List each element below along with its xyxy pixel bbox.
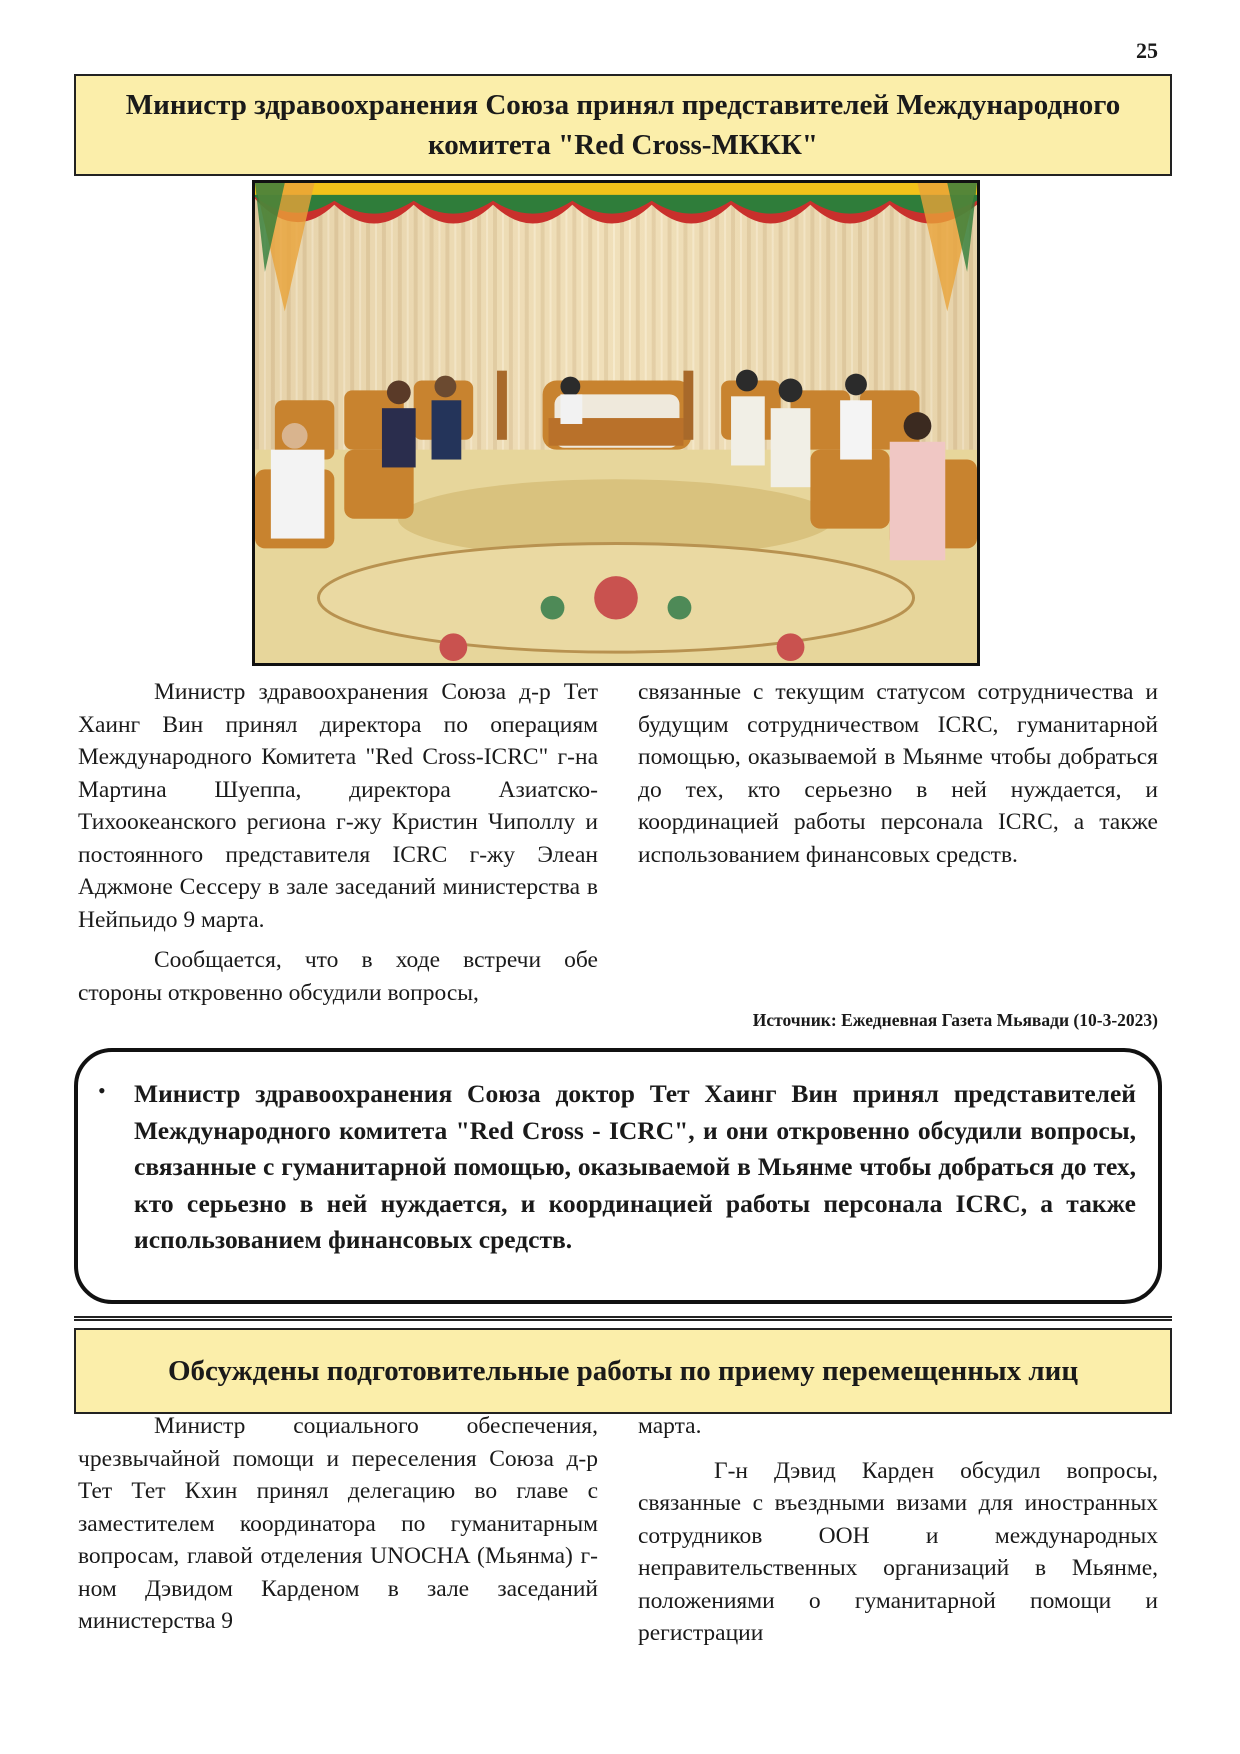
article-paragraph-continuation: связанные с текущим статусом сотрудничества и будущим сотрудничеством ICRC, гуманитарной помощью, оказываемой в Мьянме чтобы добраться до тех, кто серьезно в ней нуждается, и координацией работы персонала ICRC, а также использованием финансовых средств.	[638, 679, 1158, 868]
article-title: Министр здравоохранения Союза принял представителей Международного комитета "Red Cross-МККК"	[74, 74, 1172, 176]
article2-paragraph: Министр социального обеспечения, чрезвычайной помощи и переселения Союза д-р Тет Тет Кхин принял делегацию во главе с заместителем координатора по гуманитарным вопросам, главой отделения UNOCHA (Мьянма) г-ном Дэвидом Карденом в зале заседаний министерства 9	[78, 1413, 598, 1634]
bullet-icon: •	[98, 1078, 106, 1103]
page-number: 25	[1136, 38, 1158, 63]
summary-box	[74, 1048, 1162, 1304]
article-left-column	[78, 676, 598, 1009]
article-source: Источник: Ежедневная Газета Мьявади (10-3-2023)	[752, 1010, 1158, 1030]
article-paragraph: Сообщается, что в ходе встречи обе стороны откровенно обсудили вопросы,	[78, 947, 598, 1006]
meeting-hall-photo-icon	[255, 183, 977, 663]
article2-paragraph-continuation: марта.	[638, 1413, 702, 1439]
article2-right-column	[638, 1410, 1158, 1650]
meeting-photo	[252, 180, 980, 666]
article-right-column	[638, 676, 1158, 871]
article-paragraph: Министр здравоохранения Союза д-р Тет Хаинг Вин принял директора по операциям Международного Комитета "Red Cross-ICRC" г-на Мартина Шуеппа, директора Азиатско-Тихоокеанского региона г-жу Кристин Чиполлу и постоянного представителя ICRC г-жу Элеан Аджмоне Сессеру в зале заседаний министерства в Нейпьидо 9 марта.	[78, 679, 598, 933]
article2-left-column	[78, 1410, 598, 1638]
summary-text: Министр здравоохранения Союза доктор Тет Хаинг Вин принял представителей Международного комитета "Red Cross - ICRC", и они откровенно обсудили вопросы, связанные с гуманитарной помощью, оказываемой в Мьянме чтобы добраться до тех, кто серьезно в ней нуждается, и координацией работы персонала ICRC, а также использованием финансовых средств.	[134, 1079, 1136, 1254]
article2-paragraph: Г-н Дэвид Карден обсудил вопросы, связанные с въездными визами для иностранных сотрудников ООН и международных неправительственных организаций в Мьянме, положениями о гуманитарной помощи и регистрации	[638, 1457, 1158, 1646]
section-divider	[74, 1316, 1172, 1321]
article-title-2: Обсуждены подготовительные работы по приему перемещенных лиц	[74, 1328, 1172, 1414]
